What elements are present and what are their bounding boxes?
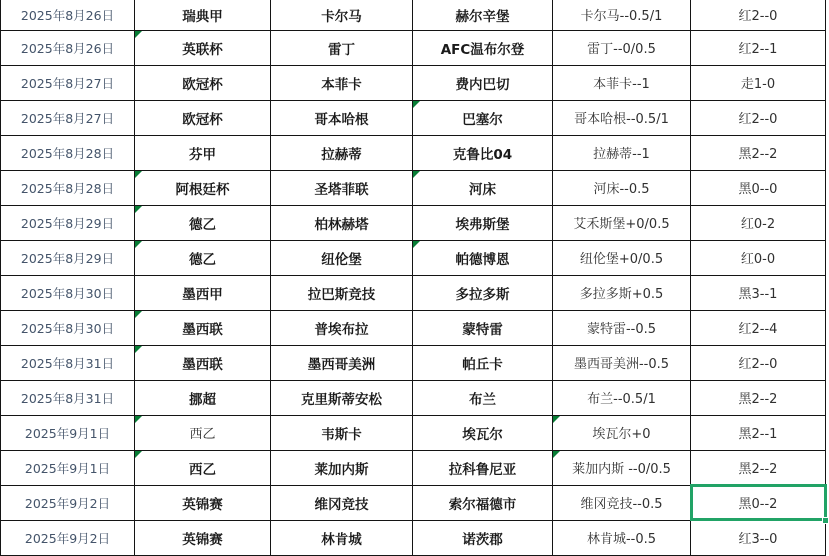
league-cell[interactable] [135,485,271,520]
league-cell[interactable] [135,100,271,135]
away-team-cell-text: 帕德博恩 [455,251,510,268]
handicap-cell-text: 纽伦堡+0/0.5 [579,252,664,267]
result-cell[interactable] [691,520,826,555]
result-cell[interactable] [691,380,826,415]
league-cell-text: 德乙 [189,216,216,233]
date-cell-text: 2025年8月29日 [20,215,115,231]
handicap-cell-text: 埃瓦尔+0 [592,427,651,442]
handicap-cell-text: 墨西哥美洲--0.5 [573,357,670,372]
date-cell-text: 2025年8月26日 [20,40,115,56]
away-team-cell-text: 克鲁比04 [452,146,513,163]
away-team-cell[interactable] [413,310,553,345]
date-cell-text: 2025年8月31日 [20,355,115,371]
league-cell-text: 欧冠杯 [182,76,223,93]
date-cell-text: 2025年8月27日 [20,110,115,126]
home-team-cell[interactable] [271,485,413,520]
home-team-cell[interactable] [271,240,413,275]
result-cell[interactable] [691,170,826,205]
date-cell[interactable] [1,240,135,275]
home-team-cell[interactable] [271,135,413,170]
date-cell-text: 2025年8月30日 [20,320,115,336]
date-cell[interactable] [1,30,135,65]
table-row [1,310,826,345]
home-team-cell[interactable] [271,415,413,450]
league-cell[interactable] [135,380,271,415]
date-cell[interactable] [1,0,135,30]
result-cell[interactable] [691,345,826,380]
date-cell[interactable] [1,205,135,240]
away-team-cell[interactable] [413,240,553,275]
away-team-cell[interactable] [413,415,553,450]
date-cell-text: 2025年8月26日 [20,7,115,23]
handicap-cell[interactable] [553,450,691,485]
result-cell-text: 黑0--0 [738,182,778,197]
table-row [1,135,826,170]
table-row [1,30,826,65]
handicap-cell[interactable] [553,205,691,240]
result-cell-text: 走1-0 [740,77,776,92]
away-team-cell-text: 费内巴切 [455,76,510,93]
result-cell[interactable] [691,100,826,135]
table-row [1,415,826,450]
handicap-cell-text: 多拉多斯+0.5 [579,287,664,302]
date-cell-text: 2025年9月2日 [24,495,111,511]
league-cell[interactable] [135,170,271,205]
home-team-cell-text: 林肯城 [321,531,362,548]
away-team-cell[interactable] [413,380,553,415]
handicap-cell[interactable] [553,135,691,170]
error-indicator-triangle-icon [413,101,420,108]
handicap-cell[interactable] [553,100,691,135]
league-cell[interactable] [135,310,271,345]
league-cell-text: 墨西联 [182,321,223,338]
league-cell-text: 欧冠杯 [182,111,223,128]
date-cell[interactable] [1,170,135,205]
table-body [1,0,826,555]
league-cell-text: 墨西甲 [182,286,223,303]
league-cell-text: 阿根廷杯 [175,181,230,198]
table-row [1,240,826,275]
table-row [1,345,826,380]
table-row [1,170,826,205]
date-cell-text: 2025年9月2日 [24,530,111,546]
away-team-cell[interactable] [413,450,553,485]
result-cell-text: 黑2--2 [738,462,778,477]
away-team-cell-text: AFC温布尔登 [440,41,525,58]
away-team-cell[interactable] [413,170,553,205]
result-cell-text: 红0-2 [740,217,776,232]
away-team-cell-text: 河床 [469,181,496,198]
home-team-cell[interactable] [271,170,413,205]
date-cell-text: 2025年8月28日 [20,145,115,161]
home-team-cell[interactable] [271,345,413,380]
result-cell[interactable] [691,450,826,485]
home-team-cell-text: 维冈竞技 [314,496,369,513]
result-cell[interactable] [691,275,826,310]
handicap-cell-text: 维冈竞技--0.5 [580,497,663,512]
handicap-cell-text: 雷丁--0/0.5 [587,42,656,57]
home-team-cell[interactable] [271,30,413,65]
away-team-cell-text: 巴塞尔 [462,111,503,128]
handicap-cell-text: 艾禾斯堡+0/0.5 [573,217,670,232]
handicap-cell[interactable] [553,520,691,555]
result-cell-text: 红3--0 [738,532,778,547]
league-cell[interactable] [135,520,271,555]
home-team-cell-text: 克里斯蒂安松 [301,391,382,408]
away-team-cell[interactable] [413,135,553,170]
result-cell[interactable] [691,205,826,240]
league-cell[interactable] [135,0,271,30]
home-team-cell[interactable] [271,275,413,310]
home-team-cell-text: 圣塔菲联 [314,181,369,198]
handicap-cell[interactable] [553,30,691,65]
away-team-cell-text: 多拉多斯 [455,286,510,303]
error-indicator-triangle-icon [135,311,142,318]
handicap-cell-text: 林肯城--0.5 [586,532,657,547]
home-team-cell[interactable] [271,380,413,415]
away-team-cell-text: 赫尔辛堡 [455,8,510,25]
home-team-cell-text: 本菲卡 [321,76,362,93]
league-cell-text: 英锦赛 [182,531,223,548]
error-indicator-triangle-icon [135,206,142,213]
handicap-cell-text: 拉赫蒂--1 [593,147,650,162]
date-cell-text: 2025年8月28日 [20,180,115,196]
league-cell-text: 英锦赛 [182,496,223,513]
result-cell-text: 黑2--2 [738,147,778,162]
away-team-cell-text: 帕丘卡 [462,356,503,373]
home-team-cell-text: 墨西哥美洲 [307,356,376,373]
table-row [1,520,826,555]
result-cell[interactable] [691,415,826,450]
away-team-cell-text: 埃瓦尔 [462,426,503,443]
error-indicator-triangle-icon [135,416,142,423]
date-cell[interactable] [1,65,135,100]
away-team-cell-text: 布兰 [469,391,496,408]
result-cell-text: 黑0--2 [738,497,778,512]
handicap-cell[interactable] [553,275,691,310]
home-team-cell-text: 莱加内斯 [314,461,369,478]
league-cell-text: 墨西联 [182,356,223,373]
table-row [1,485,826,520]
home-team-cell-text: 哥本哈根 [314,111,369,128]
result-cell-text: 黑2--2 [738,392,778,407]
away-team-cell[interactable] [413,65,553,100]
league-cell-text: 英联杯 [182,41,223,58]
date-cell[interactable] [1,450,135,485]
home-team-cell-text: 纽伦堡 [321,251,362,268]
home-team-cell-text: 雷丁 [328,41,355,58]
result-cell-text: 黑2--1 [738,427,778,442]
result-cell[interactable] [691,0,826,30]
away-team-cell[interactable] [413,275,553,310]
error-indicator-triangle-icon [413,241,420,248]
error-indicator-triangle-icon [135,346,142,353]
error-indicator-triangle-icon [135,31,142,38]
table-row [1,205,826,240]
handicap-cell-text: 河床--0.5 [593,182,650,197]
error-indicator-triangle-icon [135,451,142,458]
away-team-cell[interactable] [413,205,553,240]
away-team-cell[interactable] [413,520,553,555]
date-cell[interactable] [1,100,135,135]
error-indicator-triangle-icon [135,171,142,178]
handicap-cell[interactable] [553,415,691,450]
league-cell[interactable] [135,65,271,100]
home-team-cell[interactable] [271,205,413,240]
date-cell[interactable] [1,310,135,345]
result-cell[interactable] [691,30,826,65]
league-cell[interactable] [135,205,271,240]
date-cell[interactable] [1,135,135,170]
league-cell-text: 芬甲 [189,146,216,163]
result-cell[interactable] [691,240,826,275]
date-cell-text: 2025年8月30日 [20,285,115,301]
league-cell[interactable] [135,240,271,275]
table-row [1,100,826,135]
handicap-cell-text: 莱加内斯 --0/0.5 [572,462,671,477]
home-team-cell[interactable] [271,0,413,30]
home-team-cell[interactable] [271,520,413,555]
home-team-cell[interactable] [271,310,413,345]
handicap-cell-text: 布兰--0.5/1 [587,392,656,407]
handicap-cell-text: 蒙特雷--0.5 [586,322,657,337]
home-team-cell[interactable] [271,65,413,100]
away-team-cell-text: 拉科鲁尼亚 [448,461,517,478]
home-team-cell-text: 拉赫蒂 [321,146,362,163]
error-indicator-triangle-icon [553,416,560,423]
handicap-cell[interactable] [553,170,691,205]
handicap-cell[interactable] [553,65,691,100]
home-team-cell-text: 韦斯卡 [321,426,362,443]
table-row [1,275,826,310]
error-indicator-triangle-icon [553,451,560,458]
league-cell[interactable] [135,450,271,485]
date-cell[interactable] [1,275,135,310]
league-cell[interactable] [135,275,271,310]
result-cell-text: 红2--0 [738,9,778,25]
away-team-cell-text: 诺茨郡 [462,531,503,548]
result-cell[interactable] [691,135,826,170]
handicap-cell[interactable] [553,310,691,345]
league-cell[interactable] [135,30,271,65]
handicap-cell[interactable] [553,240,691,275]
date-cell[interactable] [1,380,135,415]
league-cell-text: 德乙 [189,251,216,268]
away-team-cell[interactable] [413,485,553,520]
result-cell[interactable] [691,65,826,100]
table-row [1,380,826,415]
league-cell[interactable] [135,135,271,170]
handicap-cell[interactable] [553,485,691,520]
handicap-cell[interactable] [553,380,691,415]
away-team-cell[interactable] [413,30,553,65]
result-cell-text: 黑3--1 [738,287,778,302]
away-team-cell[interactable] [413,345,553,380]
result-cell-text: 红2--4 [738,322,778,337]
error-indicator-triangle-icon [135,241,142,248]
table-row [1,65,826,100]
date-cell-text: 2025年8月29日 [20,250,115,266]
date-cell-text: 2025年9月1日 [24,460,111,476]
away-team-cell-text: 埃弗斯堡 [455,216,510,233]
home-team-cell-text: 普埃布拉 [314,321,369,338]
result-cell-text: 红2--1 [738,42,778,57]
home-team-cell-text: 拉巴斯竞技 [307,286,376,303]
league-cell-text: 西乙 [189,427,216,442]
league-cell-text: 挪超 [189,391,216,408]
league-cell-text: 西乙 [189,461,216,478]
date-cell-text: 2025年9月1日 [24,425,111,441]
home-team-cell-text: 柏林赫塔 [314,216,369,233]
away-team-cell[interactable] [413,100,553,135]
date-cell-text: 2025年8月31日 [20,390,115,406]
handicap-cell-text: 哥本哈根--0.5/1 [574,112,669,127]
handicap-cell[interactable] [553,0,691,30]
date-cell[interactable] [1,415,135,450]
home-team-cell[interactable] [271,450,413,485]
error-indicator-triangle-icon [413,171,420,178]
handicap-cell-text: 本菲卡--1 [593,77,650,92]
date-cell[interactable] [1,485,135,520]
result-cell-text: 红0-0 [740,252,776,267]
result-cell[interactable] [691,310,826,345]
league-cell[interactable] [135,415,271,450]
away-team-cell[interactable] [413,0,553,30]
away-team-cell-text: 索尔福德市 [448,496,517,513]
home-team-cell[interactable] [271,100,413,135]
fill-handle[interactable] [822,517,829,524]
away-team-cell-text: 蒙特雷 [462,321,503,338]
handicap-cell-text: 卡尔马--0.5/1 [580,9,663,25]
table-row [1,0,826,30]
table-row [1,450,826,485]
league-cell[interactable] [135,345,271,380]
league-cell-text: 瑞典甲 [182,8,223,25]
date-cell[interactable] [1,520,135,555]
result-cell-text: 红2--0 [738,112,778,127]
date-cell-text: 2025年8月27日 [20,75,115,91]
home-team-cell-text: 卡尔马 [321,8,362,25]
result-cell[interactable] [691,485,826,520]
handicap-cell[interactable] [553,345,691,380]
date-cell[interactable] [1,345,135,380]
result-cell-text: 红2--0 [738,357,778,372]
